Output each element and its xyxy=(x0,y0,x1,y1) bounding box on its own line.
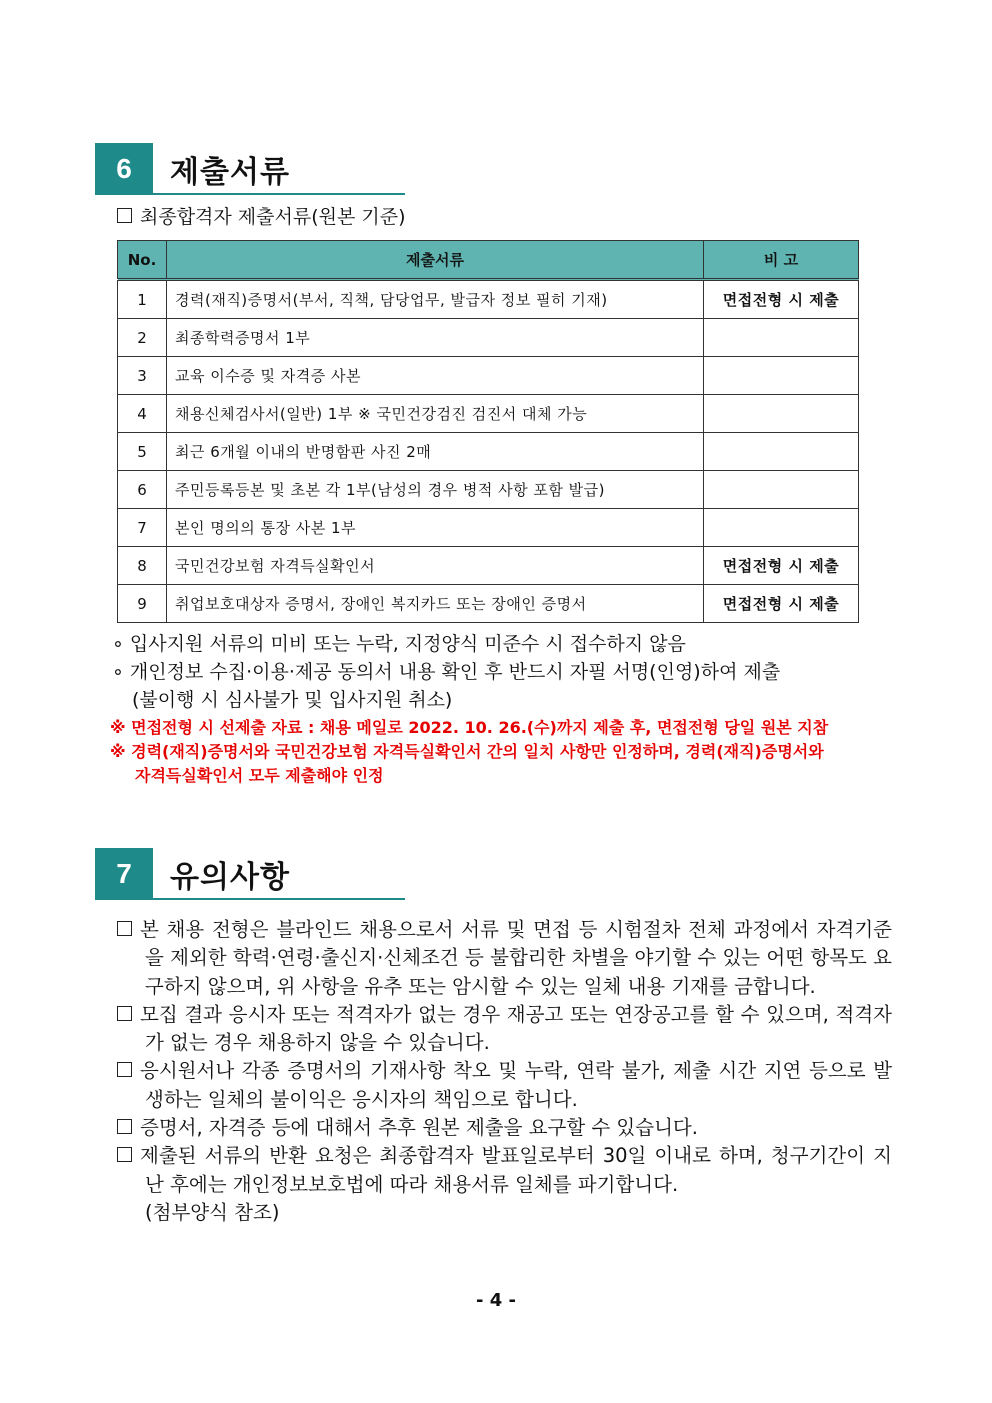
row-note xyxy=(704,395,859,433)
row-note: 면접전형 시 제출 xyxy=(704,547,859,585)
notice-text: 모집 결과 응시자 또는 적격자가 없는 경우 재공고 또는 연장공고를 할 수 있으며, 적격자가 없는 경우 채용하지 않을 수 있습니다. xyxy=(140,1002,892,1055)
section-number: 7 xyxy=(95,848,153,900)
checkbox-icon xyxy=(117,1062,132,1077)
row-document: 본인 명의의 통장 사본 1부 xyxy=(167,509,704,547)
section-6-subtitle xyxy=(117,202,406,229)
row-note: 면접전형 시 제출 xyxy=(704,280,859,319)
notice-text: (첨부양식 참조) xyxy=(145,1200,280,1224)
row-note xyxy=(704,509,859,547)
table-row xyxy=(118,585,859,623)
section-number: 6 xyxy=(95,143,153,195)
checkbox-icon xyxy=(117,921,132,936)
row-document: 취업보호대상자 증명서, 장애인 복지카드 또는 장애인 증명서 xyxy=(167,585,704,623)
row-no: 3 xyxy=(118,357,167,395)
notice-text: 응시원서나 각종 증명서의 기재사항 착오 및 누락, 연락 불가, 제출 시간 지연 등으로 발생하는 일체의 불이익은 응시자의 책임으로 합니다. xyxy=(140,1059,892,1111)
page-number: - 4 - xyxy=(476,1290,516,1311)
section-underline xyxy=(153,898,405,900)
notice-item xyxy=(117,1057,892,1114)
row-no: 5 xyxy=(118,433,167,471)
notice-item xyxy=(117,1114,892,1142)
checkbox-icon xyxy=(117,1147,132,1162)
row-no: 4 xyxy=(118,395,167,433)
red-note: ※ 경력(재직)증명서와 국민건강보험 자격득실확인서 간의 일치 사항만 인정하며, 경력(재직)증명서와 xyxy=(110,742,824,761)
documents-table xyxy=(117,240,859,623)
table-row xyxy=(118,433,859,471)
subtitle-text: 최종합격자 제출서류(원본 기준) xyxy=(140,206,406,228)
table-row xyxy=(118,280,859,319)
notice-last-line xyxy=(117,1199,892,1227)
row-document: 주민등록등본 및 초본 각 1부(남성의 경우 병적 사항 포함 발급) xyxy=(167,471,704,509)
header-document: 제출서류 xyxy=(167,241,704,280)
notice-text: 본 채용 전형은 블라인드 채용으로서 서류 및 면접 등 시험절차 전체 과정에서 자격기준을 제외한 학력·연령·출신지·신체조건 등 불합리한 차별을 야기할 수 있는 어떤 항목도 요구하지 않으며, 위 사항을 유추 또는 암시할 수 있는 일체 내용 기재를 금합니다. xyxy=(140,918,892,998)
row-document: 채용신체검사서(일반) 1부 ※ 국민건강검진 검진서 대체 가능 xyxy=(167,395,704,433)
notice-item xyxy=(117,916,892,1001)
table-row xyxy=(118,509,859,547)
notice-list xyxy=(117,916,892,1227)
bullet-item-continuation: (불이행 시 심사불가 및 입사지원 취소) xyxy=(132,689,453,711)
row-document: 교육 이수증 및 자격증 사본 xyxy=(167,357,704,395)
row-note xyxy=(704,319,859,357)
bullet-item: ∘ 입사지원 서류의 미비 또는 누락, 지정양식 미준수 시 접수하지 않음 xyxy=(112,633,686,655)
notice-text: 제출된 서류의 반환 요청은 최종합격자 발표일로부터 30일 이내로 하며, 청구기간이 지난 후에는 개인정보보호법에 따라 채용서류 일체를 파기합니다. xyxy=(140,1144,892,1196)
row-no: 6 xyxy=(118,471,167,509)
section-underline xyxy=(153,193,405,195)
row-no: 8 xyxy=(118,547,167,585)
section-title: 제출서류 xyxy=(170,155,290,190)
table-header-row xyxy=(118,241,859,280)
table-row xyxy=(118,357,859,395)
row-no: 2 xyxy=(118,319,167,357)
red-note-continuation: 자격득실확인서 모두 제출해야 인정 xyxy=(135,766,384,785)
bullet-item: ∘ 개인정보 수집·이용·제공 동의서 내용 확인 후 반드시 자필 서명(인영)하여 제출 xyxy=(112,661,781,683)
table-row xyxy=(118,319,859,357)
section-title: 유의사항 xyxy=(170,860,290,895)
header-note: 비 고 xyxy=(704,241,859,280)
row-note xyxy=(704,471,859,509)
checkbox-icon xyxy=(117,1006,132,1021)
row-document: 경력(재직)증명서(부서, 직책, 담당업무, 발급자 정보 필히 기재) xyxy=(167,280,704,319)
row-note xyxy=(704,357,859,395)
row-document: 최근 6개월 이내의 반명함판 사진 2매 xyxy=(167,433,704,471)
row-document: 최종학력증명서 1부 xyxy=(167,319,704,357)
row-no: 7 xyxy=(118,509,167,547)
row-note: 면접전형 시 제출 xyxy=(704,585,859,623)
header-no: No. xyxy=(118,241,167,280)
checkbox-icon xyxy=(117,1119,132,1134)
section-7-header xyxy=(95,848,405,900)
row-note xyxy=(704,433,859,471)
notice-item xyxy=(117,1001,892,1058)
notice-item xyxy=(117,1142,892,1199)
section-6-header xyxy=(95,143,405,195)
table-row xyxy=(118,547,859,585)
table-row xyxy=(118,395,859,433)
row-no: 1 xyxy=(118,280,167,319)
row-no: 9 xyxy=(118,585,167,623)
row-document: 국민건강보험 자격득실확인서 xyxy=(167,547,704,585)
notice-text: 증명서, 자격증 등에 대해서 추후 원본 제출을 요구할 수 있습니다. xyxy=(140,1116,698,1140)
red-note: ※ 면접전형 시 선제출 자료 : 채용 메일로 2022. 10. 26.(수)까지 제출 후, 면접전형 당일 원본 지참 xyxy=(110,718,829,737)
table-row xyxy=(118,471,859,509)
checkbox-icon xyxy=(117,208,132,223)
